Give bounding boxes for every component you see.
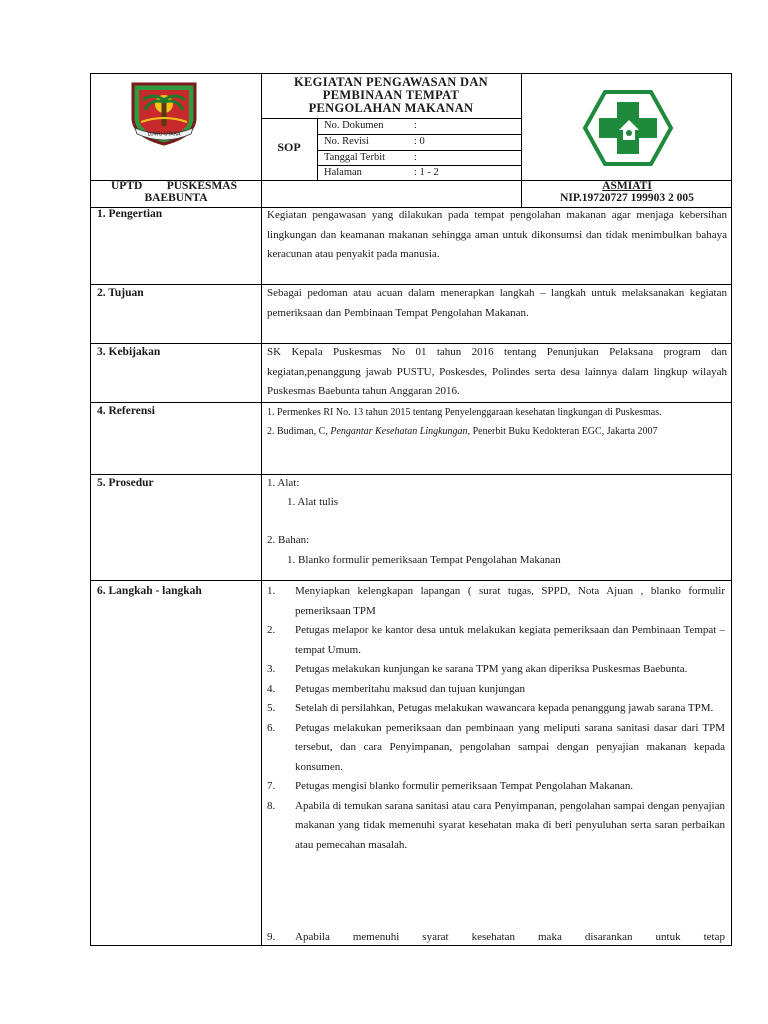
signer [521,180,732,204]
section-label: 6. Langkah - langkah [97,585,202,597]
steps-list-continued [267,928,725,946]
step-text: Petugas memberitahu maksud dan tujuan kunjungan [295,682,526,695]
health-cross-logo [583,88,673,168]
step-number: 9. [267,931,276,943]
tools-label: 1. Alat: [267,477,300,489]
meta-divider [317,134,521,135]
reference-list [267,404,727,440]
section-text: Sebagai pedoman atau acuan dalam menerapkan langkah – langkah untuk melaksanakan kegiatan pemeriksaan dan Pembinaan Tempat Pengolahan Makanan. [267,287,727,319]
step-item [267,719,725,778]
meta-divider [317,165,521,166]
section-text: SK Kepala Puskesmas No 01 tahun 2016 tentang Penunjukan Pelaksana program dan kegiatan,penanggung jawab PUSTU, Poskesdes, Polindes serta desa lainnya dalam lingkup wilayah Puskesmas Baebunta tahun Anggaran 2016. [267,346,727,397]
section-label: 3. Kebijakan [97,346,161,358]
col-divider [317,118,318,180]
step-text: Petugas mengisi blanko formulir pemeriksaan Tempat Pengolahan Makanan. [295,780,634,792]
meta-divider [317,150,521,151]
regency-logo [125,78,203,148]
title-line: PENGOLAHAN MAKANAN [308,101,474,115]
step-number: 8. [267,799,276,812]
step-item [267,699,725,719]
signer-name: ASMIATI [602,180,652,192]
reference-author: 2. Budiman, C, [267,426,328,437]
meta-label: Tanggal Terbit [324,152,386,163]
reference-publisher: Penerbit Buku Kedokteran EGC, Jakarta 2007 [472,426,658,437]
step-item [267,777,725,797]
step-number: 3. [267,663,276,675]
step-text: Petugas melakukan pemeriksaan dan pembinaan yang meliputi sarana sanitasi dasar dari TPM tersebut, dan cara Penyimpanan, pengolahan sampai dengan penyajian makanan kepada konsumen. [295,721,725,773]
meta-label: No. Dokumen [324,120,384,131]
row-divider [91,402,732,403]
materials-item: 1. Blanko formulir pemeriksaan Tempat Pengolahan Makanan [287,554,561,566]
sop-document [90,73,732,946]
step-number: 1. [267,585,276,597]
col-divider [261,74,262,946]
meta-value: : [414,152,417,163]
step-number: 6. [267,721,276,734]
meta-divider [261,118,521,119]
unit-line: UPTD [111,180,143,192]
step-number: 7. [267,780,276,792]
title-line: PEMBINAAN TEMPAT [322,88,460,102]
reference-item [267,423,727,440]
step-number: 5. [267,702,276,714]
step-text: Apabila di temukan sarana sanitasi atau cara Penyimpanan, pengolahan sampai dengan penyajian makanan yang tidak memenuhi syarat kesehatan maka di beri penyuluhan serta saran perbaikan atau pemecahan masalah. [295,799,725,851]
unit-line: BAEBUNTA [144,192,208,204]
meta-value: : 0 [414,136,425,147]
unit-name [91,180,261,204]
meta-label: Halaman [324,167,362,178]
section-label: 1. Pengertian [97,208,163,220]
section-label: 4. Referensi [97,405,155,417]
meta-value: : [414,120,417,131]
step-item [267,621,725,660]
logo-ribbon-text: LUWU UTARA [147,131,181,138]
step-text: Apabila memenuhi syarat kesehatan maka disarankan untuk tetap [295,931,725,943]
document-title [261,76,521,115]
section-label: 5. Prosedur [97,477,154,489]
title-line: KEGIATAN PENGAWASAN DAN [294,75,488,89]
meta-value: : 1 - 2 [414,167,439,178]
section-text: Kegiatan pengawasan yang dilakukan pada tempat pengolahan makanan agar menjaga kebersihan lingkungan dan keamanan makanan sehingga aman untuk dikonsumsi dan tidak menimbulkan bahaya keracunan atau penyakit pada manusia. [267,209,727,260]
step-item [267,928,725,946]
step-item [267,680,725,700]
signer-nip: NIP.19720727 199903 2 005 [560,192,694,204]
sop-label: SOP [277,140,301,154]
section-label: 2. Tujuan [97,287,144,299]
step-number: 2. [267,624,276,636]
unit-line: PUSKESMAS [166,180,237,192]
steps-list [267,582,725,855]
step-text: Menyiapkan kelengkapan lapangan ( surat tugas, SPPD, Nota Ajuan , blanko formulir pemeriksaan TPM [295,585,725,617]
step-item [267,797,725,856]
materials-label: 2. Bahan: [267,534,310,546]
step-text: Petugas melapor ke kantor desa untuk melakukan kegiata pemeriksaan dan Pembinaan Tempat – tempat Umum. [295,624,725,656]
step-text: Setelah di persilahkan, Petugas melakukan wawancara kepada penanggung jawab sarana TPM. [295,702,714,714]
step-number: 4. [267,682,276,695]
tools-item: 1. Alat tulis [287,496,339,508]
step-item [267,660,725,680]
row-divider [91,580,732,581]
step-text: Petugas melakukan kunjungan ke sarana TPM yang akan diperiksa Puskesmas Baebunta. [295,663,688,675]
reference-item: 1. Permenkes RI No. 13 tahun 2015 tentang Penyelenggaraan kesehatan lingkungan di Puskesmas. [267,407,662,418]
step-item [267,582,725,621]
meta-label: No. Revisi [324,136,369,147]
reference-book-title: Pengantar Kesehatan Lingkungan, [330,426,471,437]
